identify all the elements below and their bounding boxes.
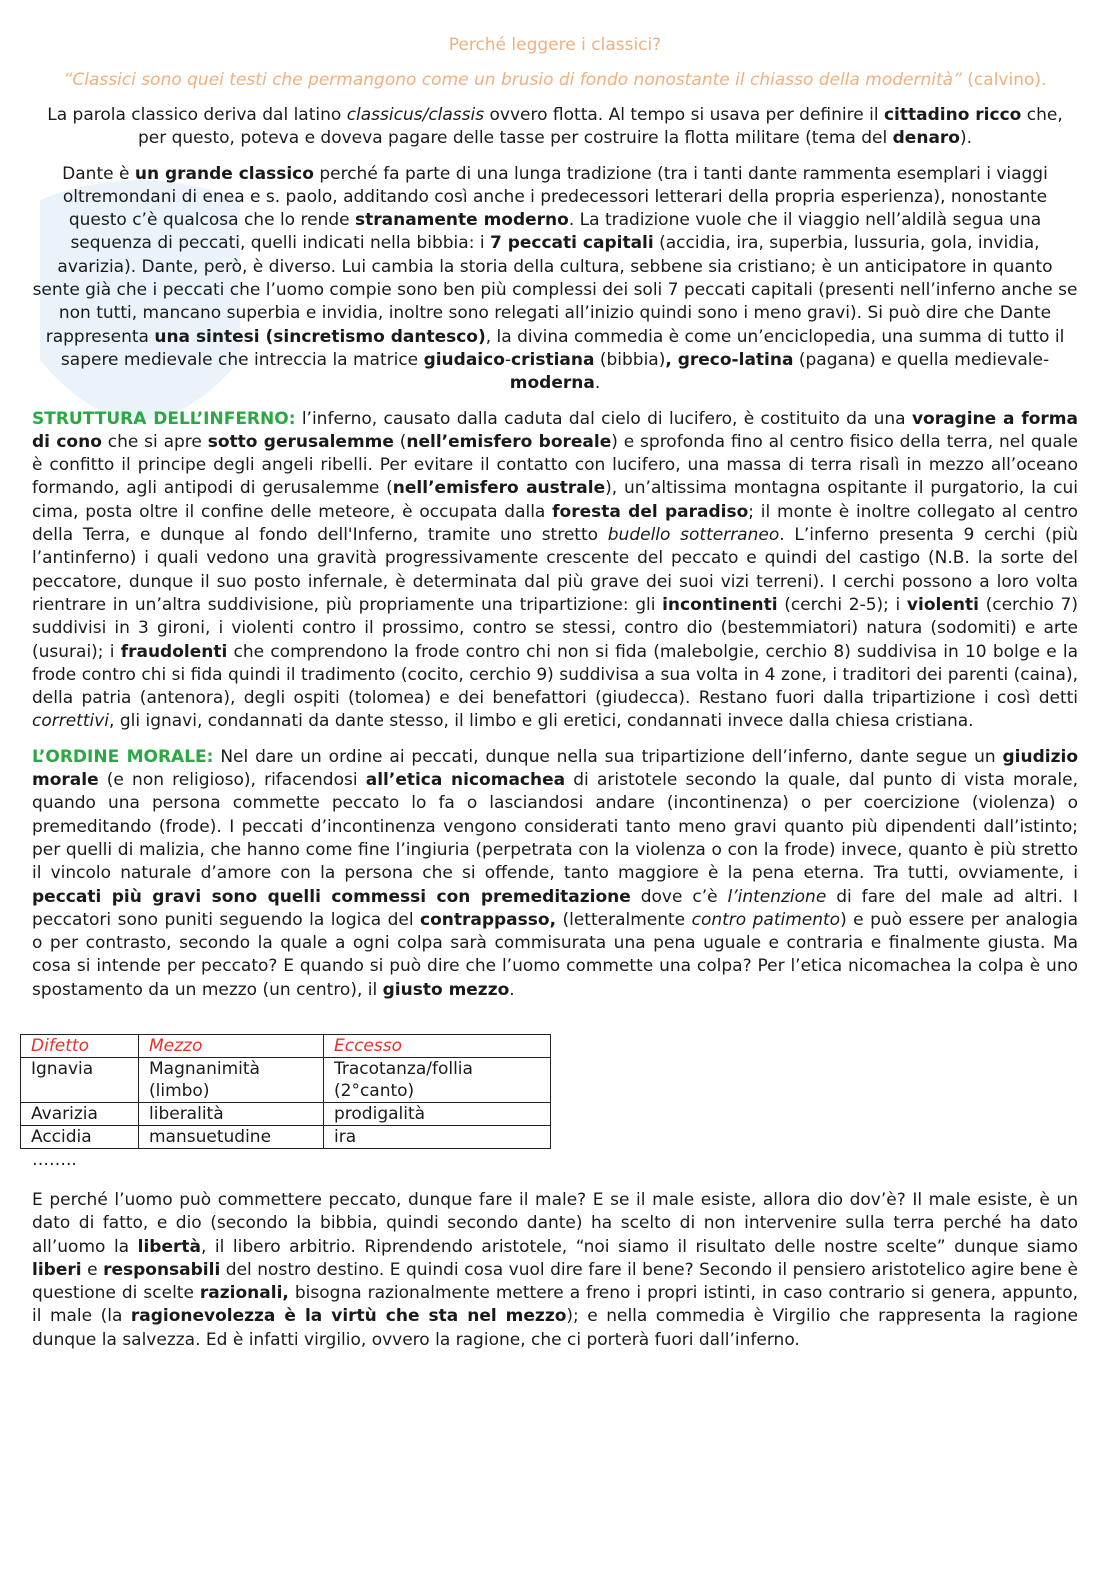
table-cell: ira — [324, 1125, 551, 1148]
virtues-table — [20, 1034, 551, 1149]
quote-author: (calvino). — [967, 70, 1047, 90]
table-cell: mansuetudine — [139, 1125, 324, 1148]
table-cell: liberalità — [139, 1102, 324, 1125]
paragraph-classico: La parola classico deriva dal latino classicus/classis ovvero flotta. Al tempo si usava per definire il cittadino ricco che, per questo, poteva e doveva pagare delle tasse per costruire la flotta militare (tema del denaro). — [47, 105, 1063, 149]
table-header-cell: Difetto — [21, 1034, 139, 1057]
table-cell: Accidia — [21, 1125, 139, 1148]
calvino-quote — [32, 69, 1078, 92]
section-heading-struttura: STRUTTURA DELL’INFERNO: — [32, 408, 296, 429]
table-header-cell: Eccesso — [324, 1034, 551, 1057]
table-cell: Tracotanza/follia (2°canto) — [324, 1057, 551, 1102]
quote-text: “Classici sono quei testi che permangono come un brusio di fondo nonostante il chiasso della modernità” — [63, 70, 962, 90]
table-cell: Magnanimità (limbo) — [139, 1057, 324, 1102]
table-header-cell: Mezzo — [139, 1034, 324, 1057]
table-row — [21, 1057, 551, 1102]
table-row — [21, 1125, 551, 1148]
document-page — [32, 30, 1078, 1364]
paragraph-liberta: E perché l’uomo può commettere peccato, dunque fare il male? E se il male esiste, allora dio dov’è? Il male esiste, è un dato di fatto, e dio (secondo la bibbia, quindi secondo dante) ha scelto di non intervenire sulla terra perché ha dato all’uomo la libertà, il libero arbitrio. Riprendendo aristotele, “noi siamo il risultato delle nostre scelte” dunque siamo liberi e responsabili del nostro destino. E quindi cosa vuol dire fare il bene? Secondo il pensiero aristotelico agire bene è questione di scelte razionali, bisogna razionalmente mettere a freno i propri istinti, in caso contrario si genera, appunto, il male (la ragionevolezza è la virtù che sta nel mezzo); e nella commedia è Virgilio che rappresenta la ragione dunque la salvezza. Ed è infatti virgilio, ovvero la ragione, che ci porterà fuori dall’inferno. — [32, 1189, 1079, 1350]
table-header-row — [21, 1034, 551, 1057]
table-ellipsis: …….. — [32, 1149, 77, 1170]
table-row — [21, 1102, 551, 1125]
section-heading-ordine-morale: L’ORDINE MORALE: — [32, 746, 214, 767]
table-cell: Avarizia — [21, 1102, 139, 1125]
paragraph-struttura-inferno: STRUTTURA DELL’INFERNO: l’inferno, causato dalla caduta dal cielo di lucifero, è costituito da una voragine a forma di cono che si apre sotto gerusalemme (nell’emisfero boreale) e sprofonda fino al centro fisico della terra, nel quale è confitto il principe degli angeli ribelli. Per evitare il contatto con lucifero, una massa di terra risalì in mezzo all’oceano formando, agli antipodi di gerusalemme (nell’emisfero australe), un’altissima montagna ospitante il purgatorio, la cui cima, posta oltre il confine delle meteore, è occupata dalla foresta del paradiso; il monte è inoltre collegato al centro della Terra, e dunque al fondo dell'Inferno, tramite uno stretto budello sotterraneo. L’inferno presenta 9 cerchi (più l’antinferno) i quali vedono una gravità progressivamente crescente del peccato e quindi del castigo (N.B. la sorte del peccatore, dunque il suo posto infernale, è determinata dal più grave dei suoi vizi terreni). I cerchi possono a loro volta rientrare in un’altra suddivisione, più propriamente una tripartizione: gli incontinenti (cerchi 2-5); i violenti (cerchio 7) suddivisi in 3 gironi, i violenti contro il prossimo, contro se stessi, contro dio (bestemmiatori) natura (sodomiti) e arte (usurai); i fraudolenti che comprendono la frode contro chi non si fida (malebolgie, cerchio 8) suddivisa in 10 bolge e la frode contro chi si fida quindi il tradimento (cocito, cerchio 9) suddivisa a sua volta in 4 zone, i traditori dei parenti (caina), della patria (antenora), degli ospiti (tolomea) e dei benefattori (giudecca). Restano fuori dalla tripartizione i così detti correttivi, gli ignavi, condannati da dante stesso, il limbo e gli eretici, condannati invece dalla chiesa cristiana. — [32, 408, 1079, 732]
paragraph-ordine-morale: L’ORDINE MORALE: Nel dare un ordine ai peccati, dunque nella sua tripartizione dell’inferno, dante segue un giudizio morale (e non religioso), rifacendosi all’etica nicomachea di aristotele secondo la quale, dal punto di vista morale, quando una persona commette peccato lo fa o lasciandosi andare (incontinenza) o per coercizione (violenza) o premeditando (frode). I peccati d’incontinenza vengono considerati tanto meno gravi quanto più dipendenti dall’istinto; per quelli di malizia, che hanno come fine l’ingiuria (perpetrata con la violenza o con la frode) invece, quanto è più stretto il vincolo naturale d’amore con la persona che si offende, tanto maggiore è la pena eterna. Tra tutti, ovviamente, i peccati più gravi sono quelli commessi con premeditazione dove c’è l’intenzione di fare del male ad altri. I peccatori sono puniti seguendo la logica del contrappasso, (letteralmente contro patimento) e può essere per analogia o per contrasto, secondo la quale a ogni colpa sarà commisurata una pena uguale e contraria e finalmente giusta. Ma cosa si intende per peccato? E quando si può dire che l’uomo commette una colpa? Per l’etica nicomachea la colpa è uno spostamento da un mezzo (un centro), il giusto mezzo. — [32, 746, 1078, 1000]
page-title: Perché leggere i classici? — [448, 35, 662, 55]
paragraph-dante: Dante è un grande classico perché fa parte di una lunga tradizione (tra i tanti dante rammenta esemplari i viaggi oltremondani di enea e s. paolo, additando così anche i predecessori letterari della propria esperienza), nonostante questo c’è qualcosa che lo rende stranamente moderno. La tradizione vuole che il viaggio nell’aldilà segua una sequenza di peccati, quelli indicati nella bibbia: i 7 peccati capitali (accidia, ira, superbia, lussuria, gola, invidia, avarizia). Dante, però, è diverso. Lui cambia la storia della cultura, sebbene sia cristiano; è un anticipatore in quanto sente già che i peccati che l’uomo compie sono ben più complessi dei soli 7 peccati capitali (presenti nell’inferno anche se non tutti, mancano superbia e invidia, inoltre sono relegati all’inizio quindi sono i meno gravi). Si può dire che Dante rappresenta una sintesi (sincretismo dantesco), la divina commedia è come un’enciclopedia, una summa di tutto il sapere medievale che intreccia la matrice giudaico-cristiana (bibbia), greco-latina (pagana) e quella medievale-moderna. — [32, 163, 1078, 394]
table-cell: prodigalità — [324, 1102, 551, 1125]
table-cell: Ignavia — [21, 1057, 139, 1102]
